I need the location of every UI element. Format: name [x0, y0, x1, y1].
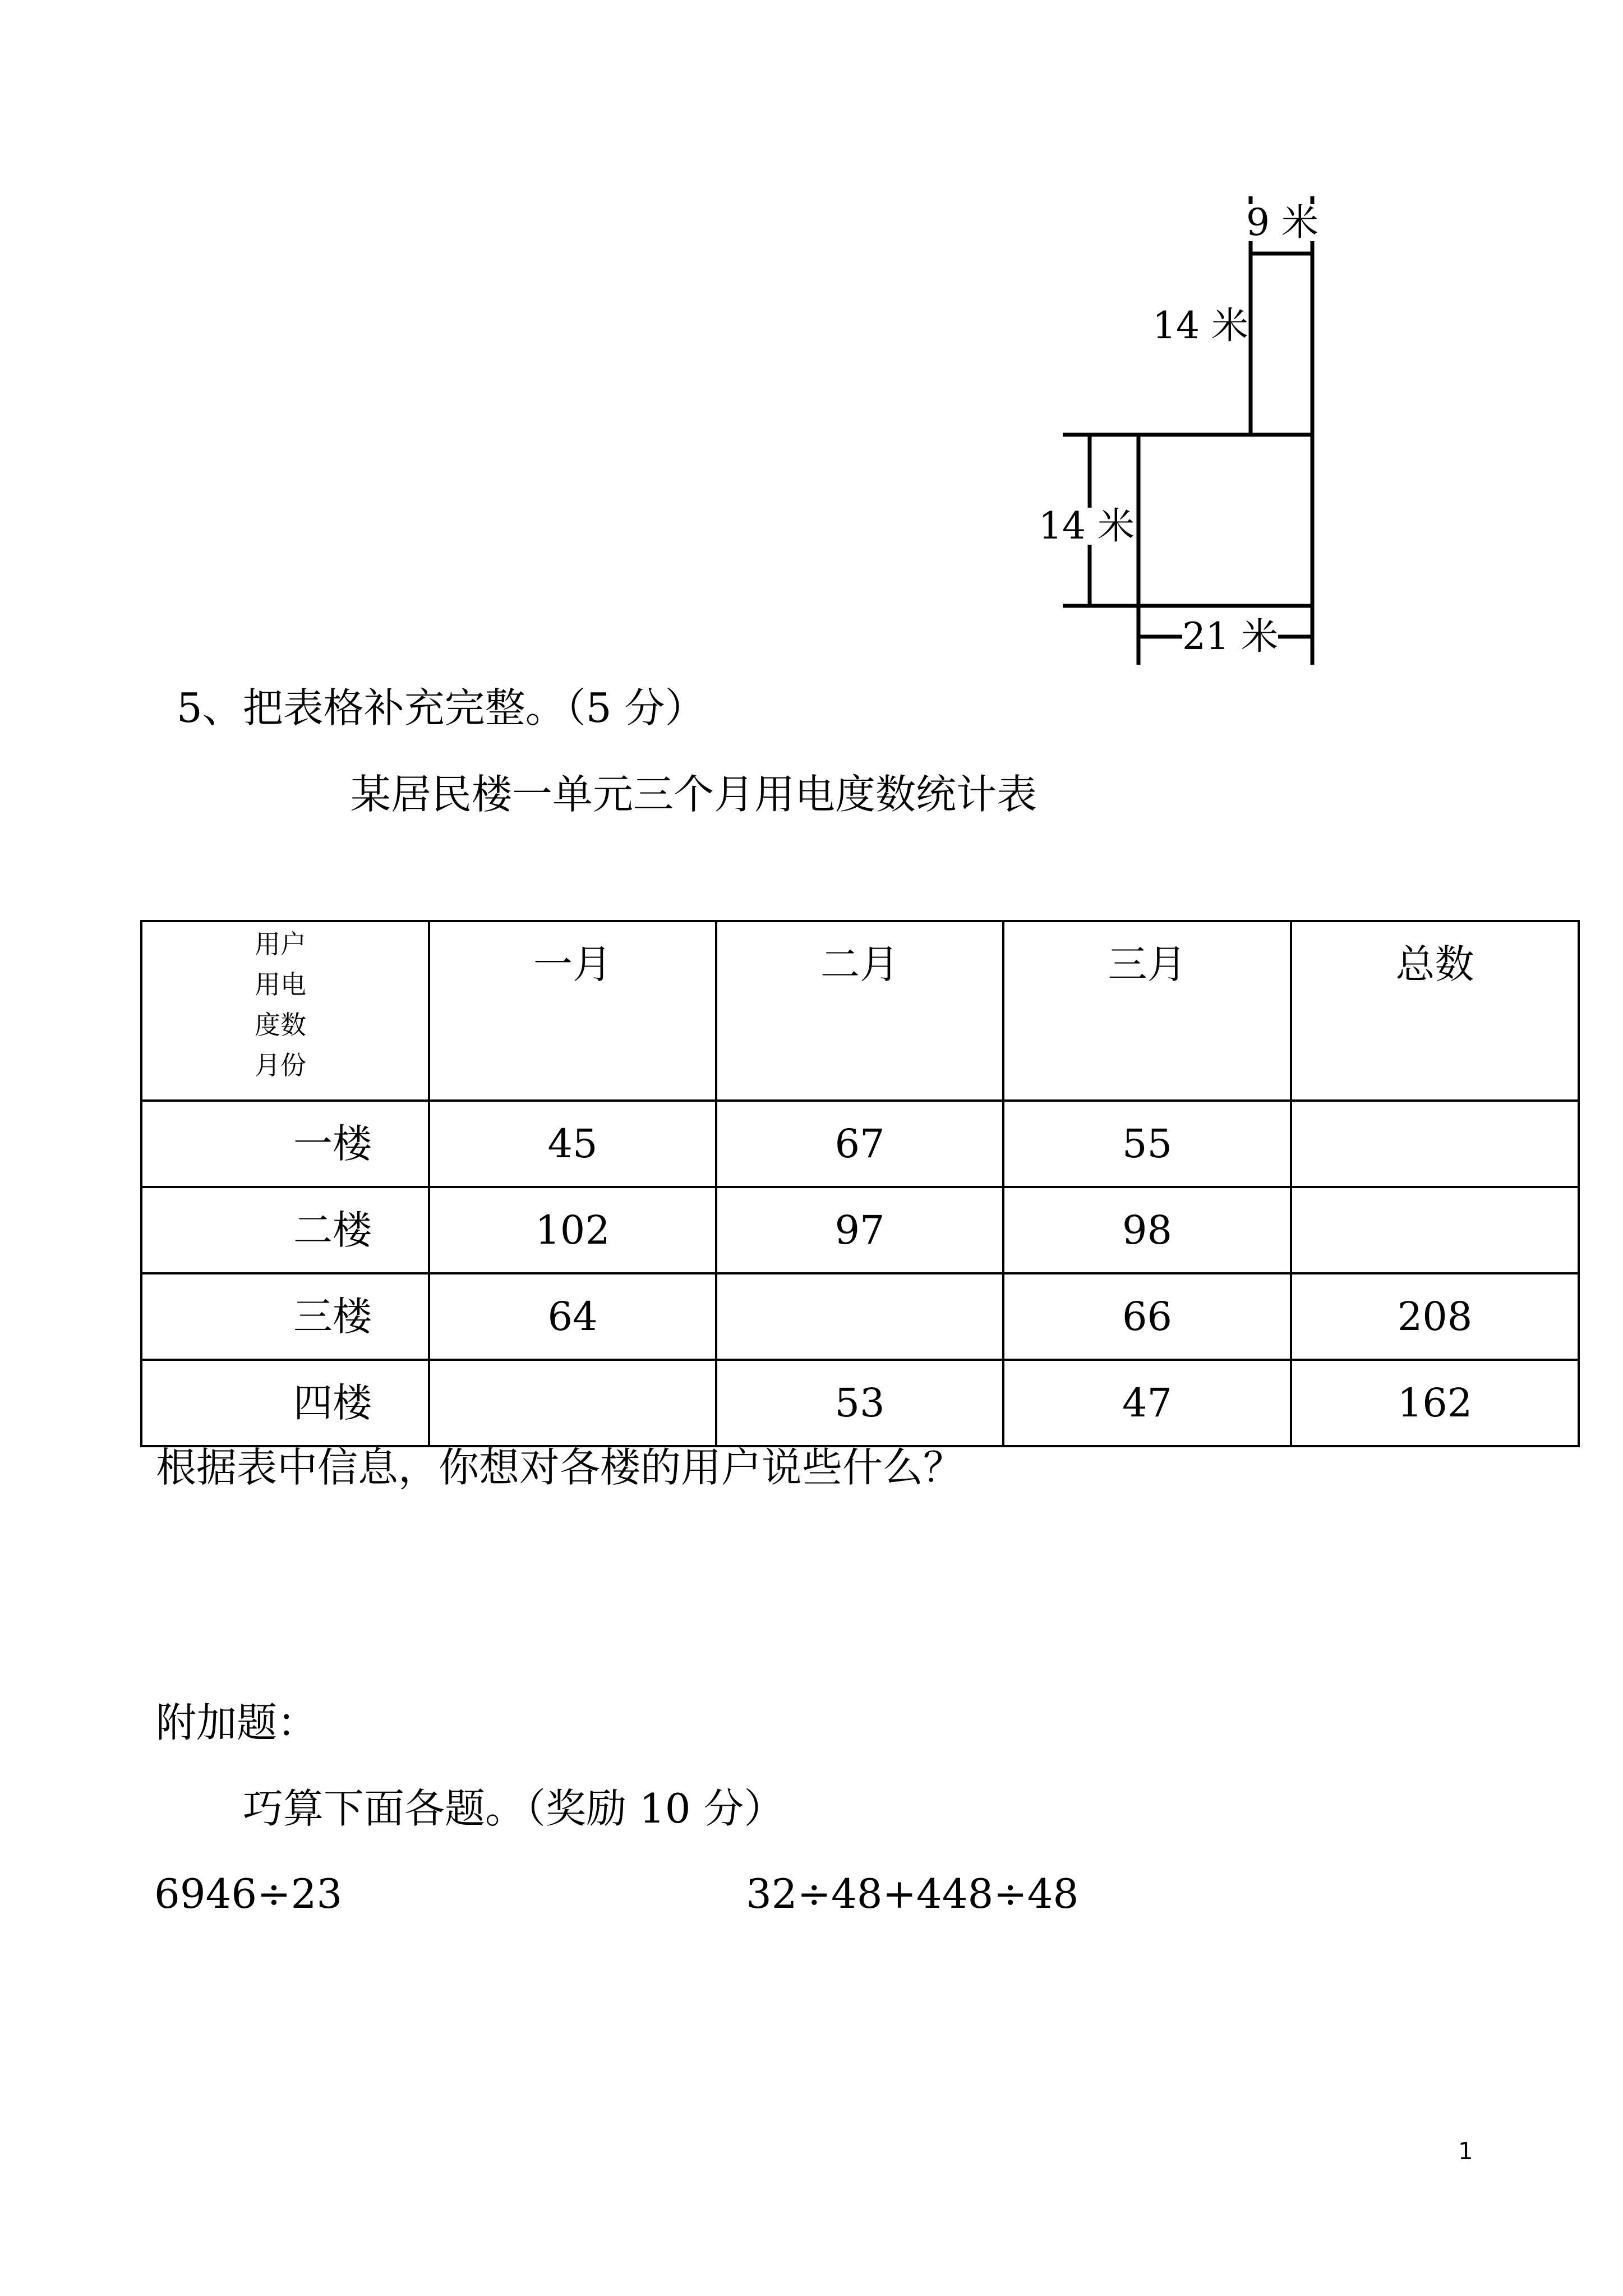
bonus-heading: 附加题： — [156, 1699, 318, 1746]
table-row — [141, 1187, 1579, 1273]
table-cell: 162 — [1291, 1360, 1579, 1446]
floor-label: 一楼 — [141, 1101, 429, 1187]
electricity-usage-table — [140, 920, 1580, 1447]
top-width-label: 9 米 — [1246, 201, 1318, 244]
table-cell — [716, 1273, 1003, 1360]
table-cell — [429, 1360, 716, 1446]
top-height-label: 14 米 — [1152, 304, 1248, 347]
table-cell: 66 — [1003, 1273, 1291, 1360]
corner-line: 度数 — [255, 1010, 306, 1040]
corner-line: 用户 — [255, 929, 306, 959]
table-row — [141, 1360, 1579, 1446]
bottom-width-label: 21 米 — [1182, 615, 1278, 658]
table-cell: 45 — [429, 1101, 716, 1187]
table-cell: 102 — [429, 1187, 716, 1273]
column-header: 总数 — [1291, 921, 1579, 1101]
floor-label: 二楼 — [141, 1187, 429, 1273]
floor-label: 四楼 — [141, 1360, 429, 1446]
corner-line: 月份 — [255, 1050, 306, 1080]
table-cell: 208 — [1291, 1273, 1579, 1360]
table-cell — [1291, 1101, 1579, 1187]
corner-header-cell — [141, 921, 429, 1101]
floor-label: 三楼 — [141, 1273, 429, 1360]
question-5-heading: 5、把表格补充完整。（5 分） — [177, 684, 706, 731]
bonus-problem-1: 6946÷23 — [154, 1870, 343, 1917]
question-5-prompt: 根据表中信息，你想对各楼的用户说些什么？ — [156, 1444, 964, 1491]
table-cell — [1291, 1187, 1579, 1273]
bonus-problem-2: 32÷48+448÷48 — [746, 1870, 1079, 1917]
column-header: 二月 — [716, 921, 1003, 1101]
bonus-instruction: 巧算下面各题。（奖励 10 分） — [243, 1785, 785, 1832]
table-cell: 64 — [429, 1273, 716, 1360]
table-cell: 53 — [716, 1360, 1003, 1446]
table-cell: 97 — [716, 1187, 1003, 1273]
page-number: 1 — [1458, 2137, 1473, 2165]
table-cell: 98 — [1003, 1187, 1291, 1273]
table-row — [141, 1101, 1579, 1187]
column-header: 三月 — [1003, 921, 1291, 1101]
composite-shape-figure — [0, 0, 1623, 673]
corner-line: 用电 — [255, 969, 306, 1000]
column-header: 一月 — [429, 921, 716, 1101]
table-header-row — [141, 921, 1579, 1101]
table-row — [141, 1273, 1579, 1360]
table-cell: 47 — [1003, 1360, 1291, 1446]
table-cell: 67 — [716, 1101, 1003, 1187]
bottom-height-label: 14 米 — [1039, 504, 1135, 547]
table-cell: 55 — [1003, 1101, 1291, 1187]
table-title: 某居民楼一单元三个月用电度数统计表 — [351, 771, 1038, 818]
